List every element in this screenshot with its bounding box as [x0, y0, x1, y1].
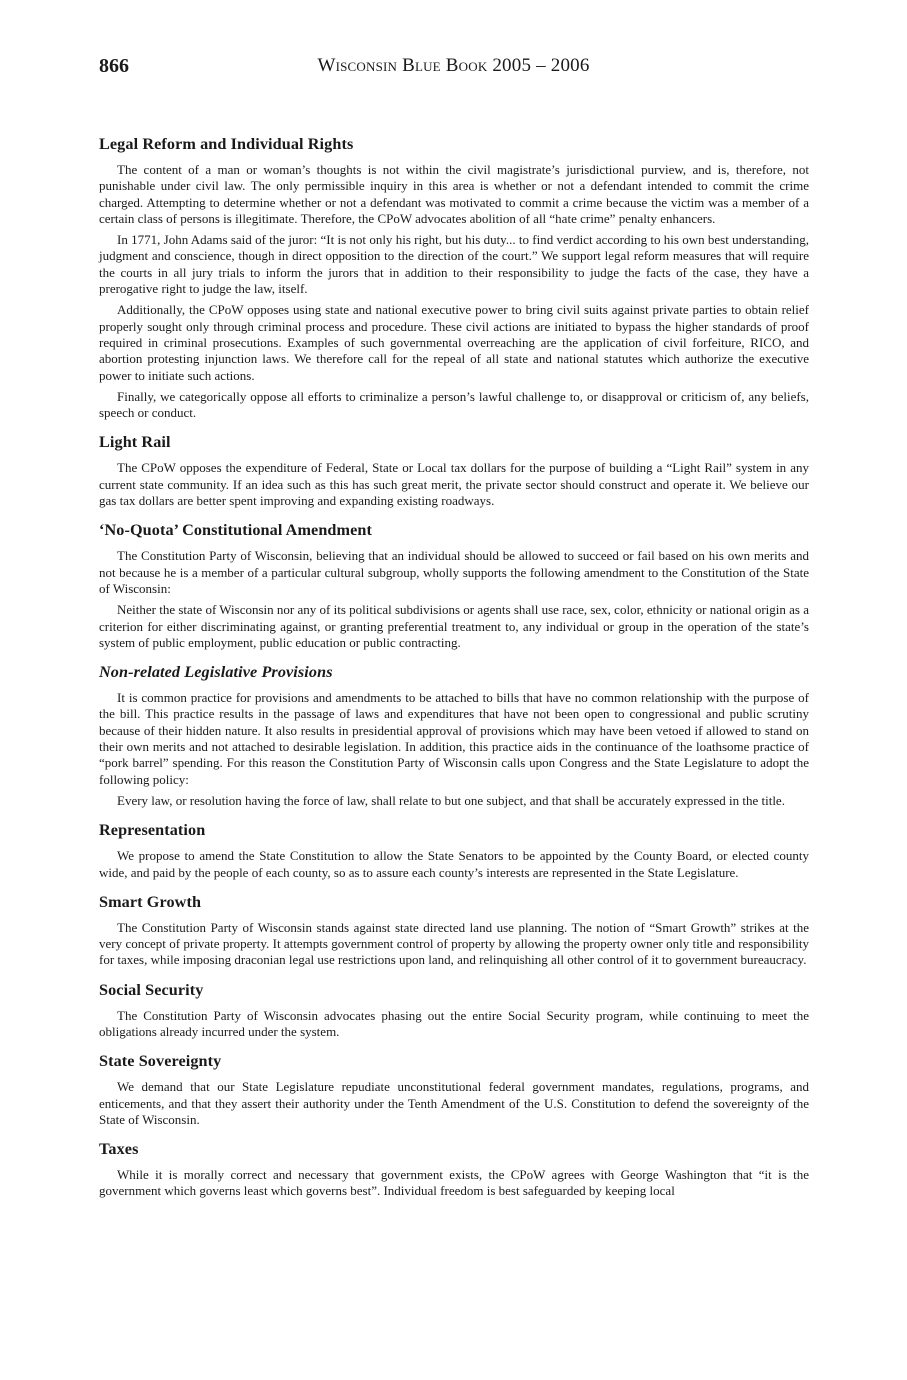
running-head: [99, 55, 808, 81]
section-no-quota: [99, 521, 809, 651]
section-heading: Light Rail: [99, 433, 171, 452]
paragraph: We demand that our State Legislature repudiate unconstitutional federal government mandates, regulations, programs, and enticements, and that they assert their authority under the Tenth Amendment of the U.S. Constitution to defend the sovereignty of the State of Wisconsin.: [99, 1079, 809, 1127]
section-heading: Legal Reform and Individual Rights: [99, 135, 354, 153]
section-light-rail: [99, 433, 809, 509]
page-body: [99, 135, 809, 1205]
paragraph: We propose to amend the State Constitution to allow the State Senators to be appointed by the County Board, or elected county wide, and paid by the people of each county, so as to assure each county’s interests are represented in the State Legislature.: [99, 848, 809, 880]
section-heading: Non-related Legislative Provisions: [99, 663, 333, 682]
paragraph: The Constitution Party of Wisconsin advocates phasing out the entire Social Security program, while continuing to meet the obligations already incurred under the system.: [99, 1007, 809, 1039]
section-legal-reform: [99, 135, 809, 421]
paragraph: In 1771, John Adams said of the juror: “It is not only his right, but his duty... to find verdict according to his own best understanding, judgment and conscience, though in direct opposition to the direction of the court.” We support legal reform measures that will require the courts in all jury trials to inform the jurors that in addition to their responsibility to judge the facts of the case, they have a prerogative right to judge the law, itself.: [99, 232, 809, 297]
section-state-sovereignty: [99, 1052, 809, 1128]
paragraph: The Constitution Party of Wisconsin, believing that an individual should be allowed to succeed or fail based on his own merits and not because he is a member of a particular cultural subgroup, wholly supports the following amendment to the Constitution of the State of Wisconsin:: [99, 548, 809, 596]
section-heading: Smart Growth: [99, 892, 202, 911]
book-title: Wisconsin Blue Book 2005 – 2006: [317, 55, 590, 76]
section-smart-growth: [99, 893, 809, 969]
section-heading: Taxes: [99, 1140, 139, 1159]
page-number: 866: [99, 55, 129, 77]
section-heading: State Sovereignty: [99, 1052, 222, 1071]
section-heading: Representation: [99, 821, 206, 840]
paragraph: While it is morally correct and necessary that government exists, the CPoW agrees with George Washington that “it is the government which governs least which governs best”. Individual freedom is best safeguarded by keeping local: [99, 1167, 809, 1199]
paragraph: Additionally, the CPoW opposes using state and national executive power to bring civil suits against private parties to obtain relief properly sought only through criminal process and procedure. These civil actions are initiated to bypass the higher standards of proof required in criminal prosecutions. Examples of such governmental overreaching are the application of civil forfeiture, RICO, and abortion protesting injunction laws. We therefore call for the repeal of all state and national statutes which authorize the executive power to initiate such actions.: [99, 302, 809, 383]
paragraph: Every law, or resolution having the force of law, shall relate to but one subject, and that shall be accurately expressed in the title.: [117, 792, 785, 808]
section-heading: Social Security: [99, 980, 204, 999]
section-non-related-provisions: [99, 663, 809, 809]
section-representation: [99, 821, 809, 881]
paragraph: It is common practice for provisions and amendments to be attached to bills that have no common relationship with the purpose of the bill. This practice results in the passage of laws and expenditures that have not been open to congressional and public scrutiny because of their hidden nature. It also results in presidential approval of provisions which may have been vetoed if allowed to stand on their own merits and not attached to desirable legislation. In addition, this practice aids in the continuance of the loathsome practice of “pork barrel” spending. For this reason the Constitution Party of Wisconsin calls upon Congress and the State Legislature to adopt the following policy:: [99, 690, 809, 787]
section-social-security: [99, 981, 809, 1041]
section-taxes: [99, 1140, 809, 1200]
section-heading: ‘No-Quota’ Constitutional Amendment: [99, 521, 372, 540]
paragraph: Neither the state of Wisconsin nor any of its political subdivisions or agents shall use race, sex, color, ethnicity or national origin as a criterion for either discriminating against, or granting preferential treatment to, any individual or group in the operation of the state’s system of public employment, public education or public contracting.: [99, 602, 809, 650]
paragraph: The Constitution Party of Wisconsin stands against state directed land use planning. The notion of “Smart Growth” strikes at the very concept of private property. It attempts government control of property by allowing the property owner only title and responsibility for taxes, while imposing draconian legal use restrictions upon land, and relinquishing all other control of it to government bureaucracy.: [99, 919, 809, 968]
paragraph: The content of a man or woman’s thoughts is not within the civil magistrate’s jurisdictional purview, and is, therefore, not punishable under civil law. The only permissible inquiry in this area is whether or not a defendant intended to commit the crime charged. Attempting to determine whether or not a defendant was motivated to commit a crime because the victim was a member of a certain class of persons is illegitimate. Therefore, the CPoW advocates abolition of all “hate crime” penalty enhancers.: [99, 162, 809, 226]
paragraph: The CPoW opposes the expenditure of Federal, State or Local tax dollars for the purpose of building a “Light Rail” system in any current state community. If an idea such as this has such great merit, the private sector should construct and operate it. We believe our gas tax dollars are better spent improving and expanding existing roadways.: [99, 460, 809, 509]
paragraph: Finally, we categorically oppose all efforts to criminalize a person’s lawful challenge to, or disapproval or criticism of, any beliefs, speech or conduct.: [99, 388, 809, 421]
